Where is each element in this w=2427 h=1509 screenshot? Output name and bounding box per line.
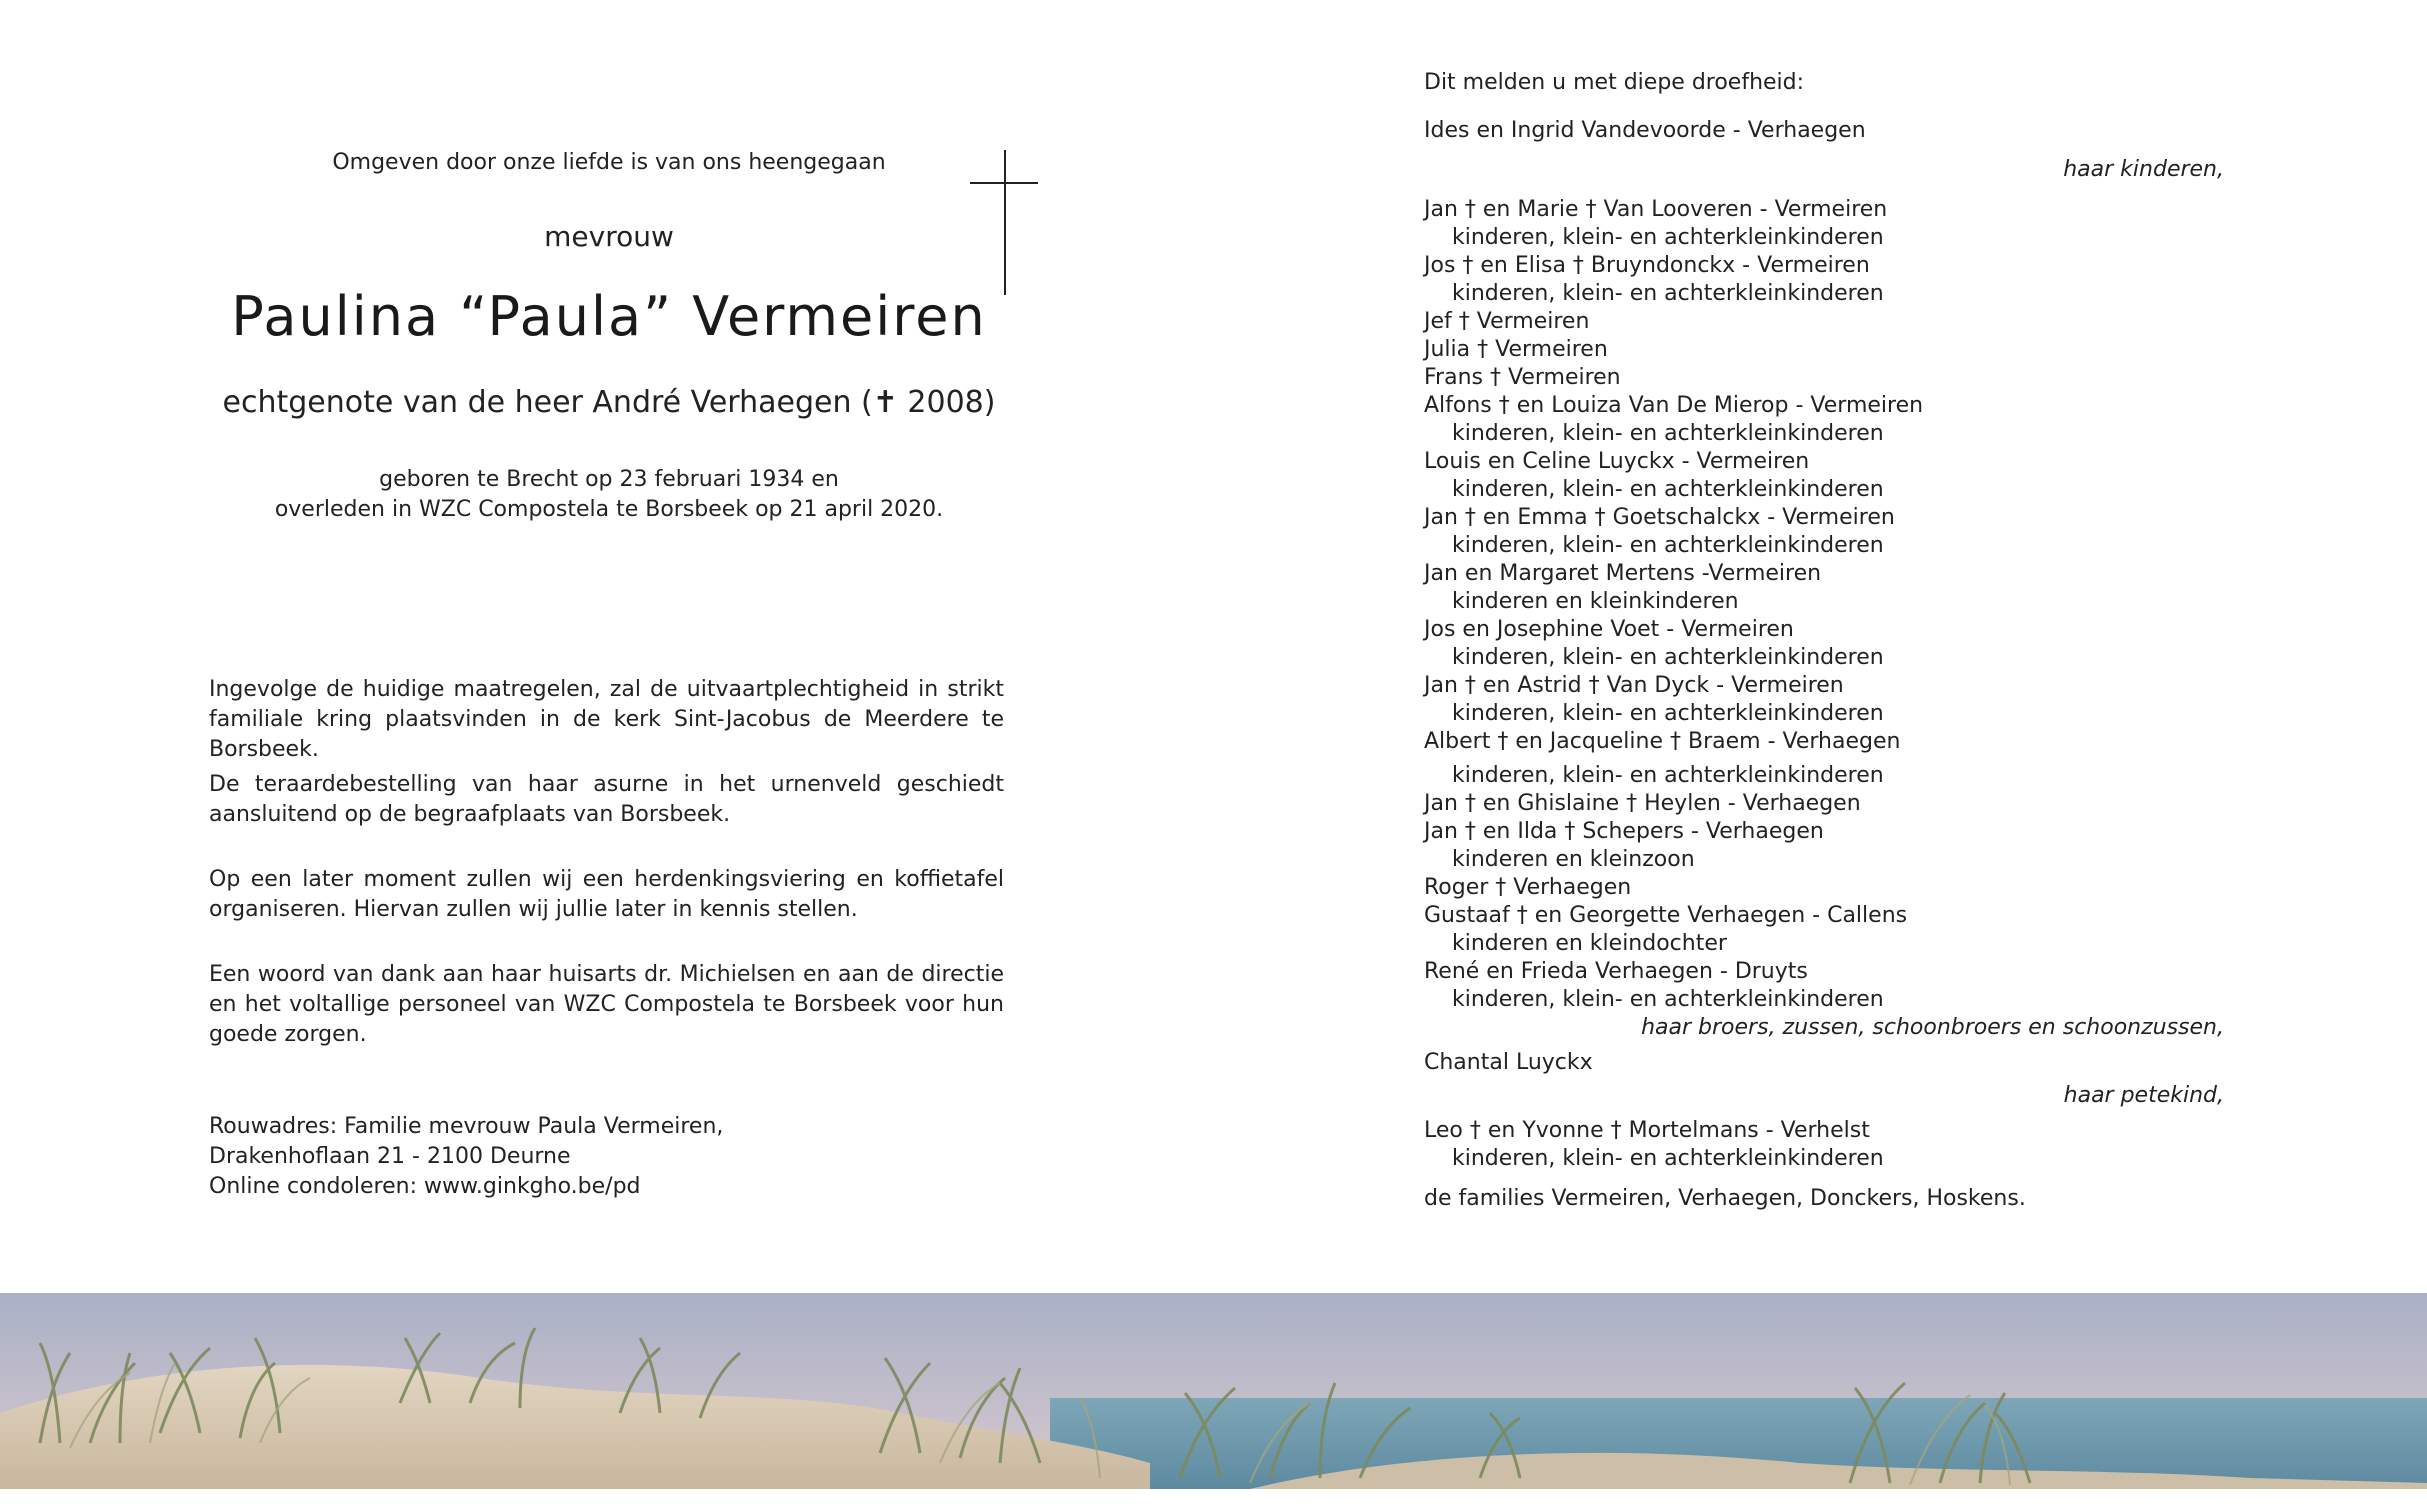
- descendants-line: kinderen en kleinzoon: [1452, 847, 1695, 872]
- descendants-line: kinderen en kleinkinderen: [1452, 589, 1739, 614]
- descendants-line: kinderen en kleindochter: [1452, 931, 1727, 956]
- family-line: Frans † Vermeiren: [1424, 365, 1621, 390]
- role-label: haar broers, zussen, schoonbroers en schoonzussen,: [1641, 1015, 2224, 1040]
- left-panel: [0, 0, 1200, 1290]
- role-label: haar petekind,: [2063, 1083, 2224, 1108]
- birth-death-text: [209, 465, 1009, 525]
- family-line: Jan † en Astrid † Van Dyck - Vermeiren: [1424, 673, 1844, 698]
- descendants-line: kinderen, klein- en achterkleinkinderen: [1452, 987, 1884, 1012]
- condolence-link[interactable]: Online condoleren: www.ginkgho.be/pd: [209, 1174, 641, 1199]
- family-line: Albert † en Jacqueline † Braem - Verhaegen: [1424, 729, 1901, 754]
- descendants-line: kinderen, klein- en achterkleinkinderen: [1452, 477, 1884, 502]
- funeral-paragraph: Ingevolge de huidige maatregelen, zal de uitvaartplechtigheid in strikt familiale kring plaatsvinden in de kerk Sint-Jacobus de Meerdere te Borsbeek.: [209, 677, 1004, 762]
- thanks-paragraph: Een woord van dank aan haar huisarts dr. Michielsen en aan de directie en het voltallige personeel van WZC Compostela te Borsbeek voor hun goede zorgen.: [209, 962, 1004, 1047]
- descendants-line: kinderen, klein- en achterkleinkinderen: [1452, 701, 1884, 726]
- descendants-line: kinderen, klein- en achterkleinkinderen: [1452, 645, 1884, 670]
- family-line: Julia † Vermeiren: [1424, 337, 1608, 362]
- family-line: Jos † en Elisa † Bruyndonckx - Vermeiren: [1424, 253, 1870, 278]
- families-line: de families Vermeiren, Verhaegen, Donckers, Hoskens.: [1424, 1186, 2026, 1211]
- family-line: Jos en Josephine Voet - Vermeiren: [1424, 617, 1794, 642]
- address-line: Rouwadres: Familie mevrouw Paula Vermeiren,: [209, 1114, 724, 1139]
- family-line: Jef † Vermeiren: [1424, 309, 1590, 334]
- family-line: Jan † en Ghislaine † Heylen - Verhaegen: [1424, 791, 1861, 816]
- family-line: Gustaaf † en Georgette Verhaegen - Callens: [1424, 903, 1908, 928]
- family-line: Roger † Verhaegen: [1424, 875, 1632, 900]
- role-label: haar kinderen,: [2063, 157, 2224, 182]
- family-line: Ides en Ingrid Vandevoorde - Verhaegen: [1424, 118, 1866, 143]
- descendants-line: kinderen, klein- en achterkleinkinderen: [1452, 763, 1884, 788]
- family-line: Jan † en Emma † Goetschalckx - Vermeiren: [1424, 505, 1895, 530]
- announcement-intro: Dit melden u met diepe droefheid:: [1424, 70, 1805, 95]
- address-block: [209, 1112, 723, 1202]
- intro-text: Omgeven door onze liefde is van ons heengegaan: [332, 150, 886, 175]
- death-line: overleden in WZC Compostela te Borsbeek op 21 april 2020.: [274, 497, 944, 522]
- deceased-name: Paulina “Paula” Vermeiren: [231, 285, 987, 348]
- family-line: René en Frieda Verhaegen - Druyts: [1424, 959, 1808, 984]
- family-line: Leo † en Yvonne † Mortelmans - Verhelst: [1424, 1118, 1870, 1143]
- family-line: Louis en Celine Luyckx - Vermeiren: [1424, 449, 1810, 474]
- birth-line: geboren te Brecht op 23 februari 1934 en: [379, 467, 839, 492]
- cross-icon: [970, 150, 1038, 295]
- descendants-line: kinderen, klein- en achterkleinkinderen: [1452, 533, 1884, 558]
- descendants-line: kinderen, klein- en achterkleinkinderen: [1452, 281, 1884, 306]
- right-panel: [1424, 0, 2224, 1290]
- burial-paragraph: De teraardebestelling van haar asurne in het urnenveld geschiedt aansluitend op de begraafplaats van Borsbeek.: [209, 772, 1004, 827]
- descendants-line: kinderen, klein- en achterkleinkinderen: [1452, 225, 1884, 250]
- family-line: Chantal Luyckx: [1424, 1050, 1593, 1075]
- address-line: Drakenhoflaan 21 - 2100 Deurne: [209, 1144, 571, 1169]
- family-line: Alfons † en Louiza Van De Mierop - Vermeiren: [1424, 393, 1924, 418]
- family-line: Jan en Margaret Mertens -Vermeiren: [1424, 561, 1822, 586]
- family-line: Jan † en Ilda † Schepers - Verhaegen: [1424, 819, 1824, 844]
- family-line: Jan † en Marie † Van Looveren - Vermeiren: [1424, 197, 1888, 222]
- title-prefix: mevrouw: [544, 220, 674, 253]
- descendants-line: kinderen, klein- en achterkleinkinderen: [1452, 1146, 1884, 1171]
- dune-grass-sea-icon: [0, 1293, 2427, 1489]
- memorial-paragraph: Op een later moment zullen wij een herdenkingsviering en koffietafel organiseren. Hiervan zullen wij jullie later in kennis stellen.: [209, 867, 1004, 922]
- descendants-line: kinderen, klein- en achterkleinkinderen: [1452, 421, 1884, 446]
- spouse-line: echtgenote van de heer André Verhaegen (✝ 2008): [222, 385, 996, 420]
